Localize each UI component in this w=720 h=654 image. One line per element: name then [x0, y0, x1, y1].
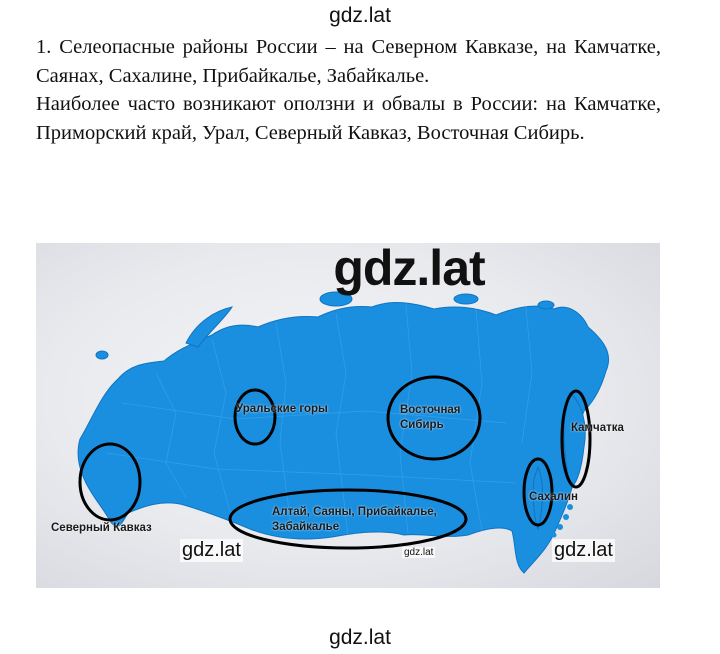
label-north-caucasus: Северный Кавказ [51, 522, 152, 534]
label-altai: Алтай, Саяны, Прибайкалье, Забайкалье [272, 506, 437, 533]
label-sakhalin: Сахалин [529, 491, 578, 503]
island-kaliningrad [96, 351, 108, 359]
paragraph-landslides: Наиболее часто возникают оползни и обвалы в России: на Камчатке, Приморский край, Урал, Северный Кавказ, Восточная Сибирь. [36, 93, 661, 145]
watermark-center: gdz.lat [404, 547, 434, 558]
answer-text [36, 33, 661, 148]
label-urals: Уральские горы [236, 403, 328, 415]
watermark-large: gdz.lat [333, 243, 485, 296]
watermark-top: gdz.lat [329, 4, 391, 27]
watermark-right: gdz.lat [554, 539, 613, 561]
label-east-siberia: Восточная Сибирь [400, 404, 461, 431]
island-wrangel [538, 301, 554, 309]
label-kamchatka: Камчатка [571, 422, 624, 434]
russia-map [36, 243, 660, 588]
watermark-left: gdz.lat [182, 539, 241, 561]
watermark-bottom: gdz.lat [329, 626, 391, 649]
paragraph-mudflow: 1. Селеопасные районы России – на Северном Кавказе, на Камчатке, Саянах, Сахалине, Прибайкалье, Забайкалье. [36, 36, 661, 87]
